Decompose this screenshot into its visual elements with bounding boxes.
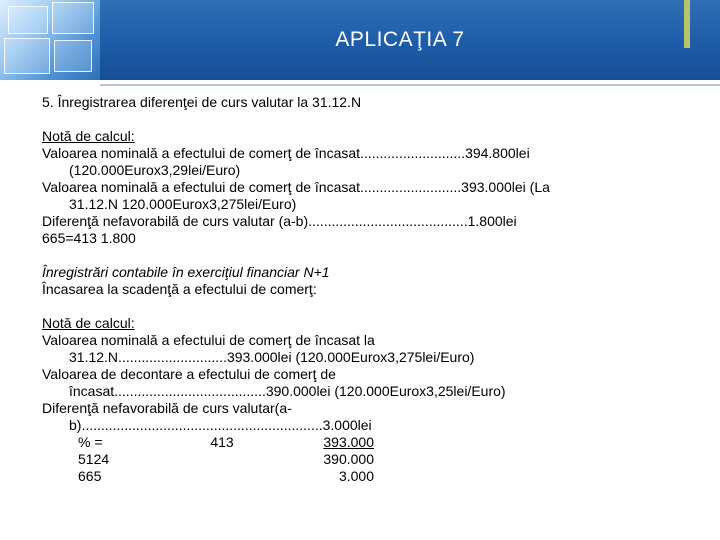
calc-note-label: Notă de calcul: <box>42 128 135 144</box>
subsection-heading: Înregistrări contabile în exerciţiul financiar N+1 <box>42 264 330 280</box>
journal-entry-table <box>42 434 374 485</box>
slide-title: APLICAŢIA 7 <box>335 28 465 51</box>
header-underline <box>100 84 720 86</box>
calc-line: Diferenţă nefavorabilă de curs valutar(a- <box>42 400 292 416</box>
table-cell: 665 <box>78 468 102 484</box>
calc-line: b)..............................................................3.000lei <box>69 417 372 433</box>
section-heading: 5. Înregistrarea diferenţei de curs valutar la 31.12.N <box>42 94 362 110</box>
table-cell <box>194 451 250 468</box>
calc-line: încasat.......................................390.000lei (120.000Eurox3,25lei/Euro) <box>69 383 506 399</box>
calc-line: Valoarea nominală a efectului de comerţ de încasat...........................394.800lei <box>42 145 530 161</box>
journal-entry: 665=413 1.800 <box>42 230 136 246</box>
table-cell: 5124 <box>78 451 110 467</box>
table-cell: 3.000 <box>338 468 374 484</box>
slide-body <box>42 94 682 485</box>
header-decoration-image <box>0 0 100 80</box>
accent-bar <box>684 0 690 48</box>
calc-line: Valoarea de decontare a efectului de comerţ de <box>42 366 336 382</box>
table-row <box>42 468 374 485</box>
table-cell: 390.000 <box>323 451 374 467</box>
table-cell: % = <box>78 434 103 450</box>
table-cell: 393.000 <box>323 434 374 450</box>
table-row <box>42 434 374 451</box>
table-row <box>42 451 374 468</box>
calc-line: Diferenţă nefavorabilă de curs valutar (a-b).........................................1.800lei <box>42 213 517 229</box>
subsection-subheading: Încasarea la scadenţă a efectului de comerţ: <box>42 281 317 297</box>
calc-note-label: Notă de calcul: <box>42 315 135 331</box>
calc-line: 31.12.N 120.000Eurox3,275lei/Euro) <box>69 196 297 212</box>
table-cell <box>194 468 250 485</box>
calc-line: (120.000Eurox3,29lei/Euro) <box>69 162 241 178</box>
calc-line: 31.12.N............................393.000lei (120.000Eurox3,275lei/Euro) <box>69 349 475 365</box>
calc-line: Valoarea nominală a efectului de comerţ de încasat la <box>42 332 375 348</box>
slide-header <box>0 0 720 80</box>
table-cell: 413 <box>210 434 234 450</box>
calc-line: Valoarea nominală a efectului de comerţ de încasat..........................393.000lei (La <box>42 179 550 195</box>
